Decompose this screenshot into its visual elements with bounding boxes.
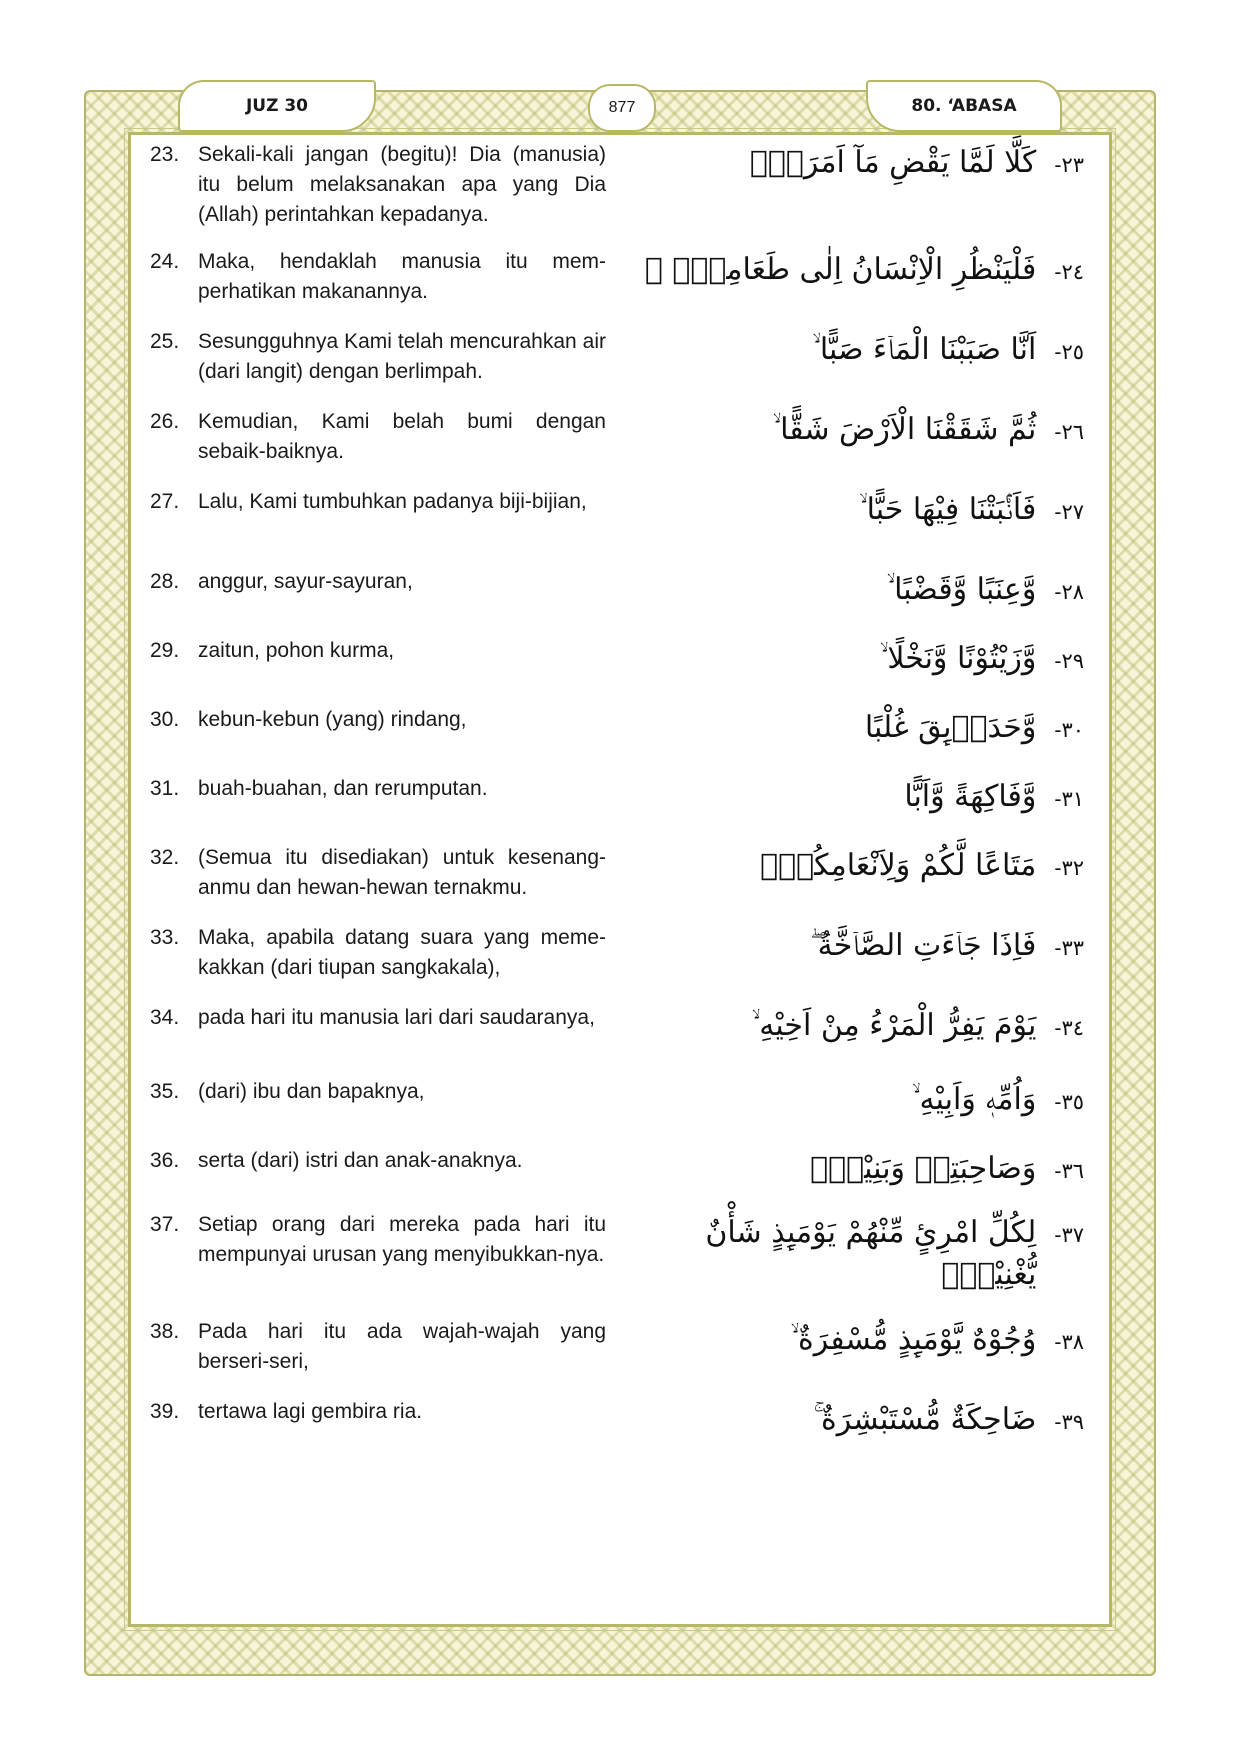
verse-arabic-number: ٣٣-	[1054, 936, 1084, 960]
verse-arabic	[644, 142, 1084, 184]
verse-arabic-number: ٣٦-	[1054, 1159, 1084, 1183]
verse-arabic-text: وَّحَدَاۤىِٕقَ غُلْبًا	[864, 710, 1037, 745]
verse-arabic	[644, 1079, 1084, 1121]
verse-translation-text: Sesungguhnya Kami telah mencurahkan air (dari langit) dengan berlimpah.	[198, 330, 606, 383]
verse-arabic-number: ٢٧-	[1054, 500, 1084, 524]
verse-arabic-number: ٣٨-	[1054, 1330, 1084, 1354]
verse-arabic-text: لِكُلِّ امْرِئٍ مِّنْهُمْ يَوْمَىِٕذٍ شَأْنٌ يُّغْنِيْهِۗ	[705, 1215, 1037, 1292]
verse-number: 31.	[150, 777, 180, 800]
verse-translation	[150, 567, 606, 597]
verse-translation-text: (Semua itu disediakan) untuk kesenang-anmu dan hewan-hewan ternakmu.	[198, 846, 606, 899]
verse-translation	[150, 487, 606, 517]
verse-translation-text: buah-buahan, dan rerumputan.	[198, 777, 488, 800]
verse-arabic-text: فَاَنْۢبَتْنَا فِيْهَا حَبًّا ۙ	[859, 492, 1037, 527]
verse-arabic-text: وَّعِنَبًا وَّقَضْبًا ۙ	[886, 572, 1037, 607]
verse-arabic	[644, 409, 1084, 451]
verse-translation-text: Sekali-kali jangan (begitu)! Dia (manusia) itu belum melaksanakan apa yang Dia (Allah) perintahkan kepadanya.	[198, 143, 606, 226]
verse-arabic	[644, 1319, 1084, 1361]
verse-arabic	[644, 1399, 1084, 1441]
verse-arabic	[644, 489, 1084, 531]
verse-translation	[150, 636, 606, 666]
verse-arabic	[644, 845, 1084, 887]
verse-number: 33.	[150, 926, 180, 949]
verse-arabic-text: وُجُوْهٌ يَّوْمَىِٕذٍ مُّسْفِرَةٌ ۙ	[790, 1322, 1037, 1357]
verse-translation	[150, 705, 606, 735]
verse-arabic-number: ٣٠-	[1054, 718, 1084, 742]
verse-number: 27.	[150, 490, 180, 513]
juz-label: JUZ 30	[178, 80, 376, 132]
verse-number: 26.	[150, 410, 180, 433]
verse-translation-text: serta (dari) istri dan anak-anaknya.	[198, 1149, 523, 1172]
verse-arabic-number: ٢٦-	[1054, 420, 1084, 444]
verse-number: 30.	[150, 708, 180, 731]
verse-arabic	[644, 329, 1084, 371]
verse-translation-text: pada hari itu manusia lari dari saudaranya,	[198, 1006, 595, 1029]
verse-number: 35.	[150, 1080, 180, 1103]
verse-arabic-text: ضَاحِكَةٌ مُّسْتَبْشِرَةٌ ۚ	[813, 1402, 1037, 1437]
verse-translation-text: Setiap orang dari mereka pada hari itu mempunyai urusan yang menyibukkan-nya.	[198, 1213, 606, 1266]
verse-translation	[150, 1397, 606, 1427]
verse-arabic-text: يَوْمَ يَفِرُّ الْمَرْءُ مِنْ اَخِيْهِ ۙ	[751, 1008, 1037, 1043]
page-number: 877	[588, 84, 656, 132]
verse-arabic	[644, 925, 1084, 967]
verse-arabic	[644, 569, 1084, 611]
verse-arabic-number: ٢٣-	[1054, 153, 1084, 177]
verse-translation	[150, 1317, 606, 1377]
verse-number: 23.	[150, 143, 180, 166]
verse-number: 24.	[150, 250, 180, 273]
verse-number: 28.	[150, 570, 180, 593]
verse-arabic	[644, 1212, 1084, 1296]
verse-arabic	[644, 707, 1084, 749]
verse-translation	[150, 843, 606, 903]
verse-translation-text: Maka, apabila datang suara yang meme-kakkan (dari tiupan sangkakala),	[198, 926, 606, 979]
verse-translation-text: Maka, hendaklah manusia itu mem-perhatikan makanannya.	[198, 250, 606, 303]
verse-translation-text: Pada hari itu ada wajah-wajah yang berseri-seri,	[198, 1320, 606, 1373]
verse-arabic-number: ٣٢-	[1054, 856, 1084, 880]
verse-translation	[150, 923, 606, 983]
verse-number: 39.	[150, 1400, 180, 1423]
verse-translation-text: Kemudian, Kami belah bumi dengan sebaik-baiknya.	[198, 410, 606, 463]
verse-arabic-text: وَّفَاكِهَةً وَّاَبًّا	[904, 779, 1037, 814]
verse-arabic	[644, 1005, 1084, 1047]
verse-number: 34.	[150, 1006, 180, 1029]
verse-arabic	[644, 1148, 1084, 1190]
verse-translation	[150, 140, 606, 230]
verse-number: 36.	[150, 1149, 180, 1172]
verse-arabic-number: ٣٧-	[1054, 1223, 1084, 1247]
verse-translation	[150, 1210, 606, 1270]
surah-label: 80. ‘ABASA	[866, 80, 1062, 132]
verse-number: 32.	[150, 846, 180, 869]
verse-arabic-text: وَّزَيْتُوْنًا وَّنَخْلًا ۙ	[879, 641, 1037, 676]
verse-arabic-text: ثُمَّ شَقَقْنَا الْاَرْضَ شَقًّا ۙ	[772, 412, 1037, 447]
verse-number: 38.	[150, 1320, 180, 1343]
verse-arabic-number: ٣٤-	[1054, 1016, 1084, 1040]
verse-translation-text: (dari) ibu dan bapaknya,	[198, 1080, 425, 1103]
verse-arabic	[644, 249, 1084, 291]
verse-arabic-text: اَنَّا صَبَبْنَا الْمَاۤءَ صَبًّا ۙ	[812, 332, 1037, 367]
verse-arabic-text: مَتَاعًا لَّكُمْ وَلِاَنْعَامِكُمْۗ	[760, 848, 1037, 883]
verse-number: 37.	[150, 1213, 180, 1236]
verse-arabic-text: كَلَّا لَمَّا يَقْضِ مَآ اَمَرَهٗۗ	[749, 145, 1037, 180]
verse-translation-text: zaitun, pohon kurma,	[198, 639, 395, 662]
verse-translation-text: tertawa lagi gembira ria.	[198, 1400, 423, 1423]
verse-arabic-number: ٢٤-	[1054, 260, 1084, 284]
verse-translation	[150, 1077, 606, 1107]
verse-translation	[150, 1146, 606, 1176]
verse-number: 25.	[150, 330, 180, 353]
verse-arabic	[644, 638, 1084, 680]
verse-arabic-number: ٣٩-	[1054, 1410, 1084, 1434]
verse-translation-text: Lalu, Kami tumbuhkan padanya biji-bijian,	[198, 490, 587, 513]
verse-arabic-number: ٢٩-	[1054, 649, 1084, 673]
verse-arabic-text: وَصَاحِبَتِهٖ وَبَنِيْهِۗ	[810, 1151, 1037, 1186]
verse-arabic-number: ٢٥-	[1054, 340, 1084, 364]
verse-arabic-text: فَلْيَنْظُرِ الْاِنْسَانُ اِلٰى طَعَامِهٖٓ ۙ	[644, 252, 1037, 287]
verse-arabic-number: ٣٥-	[1054, 1090, 1084, 1114]
verse-translation	[150, 1003, 606, 1033]
verse-translation	[150, 407, 606, 467]
verse-arabic-number: ٣١-	[1054, 787, 1084, 811]
verse-arabic-text: وَاُمِّهٖ وَاَبِيْهِ ۙ	[912, 1082, 1037, 1117]
verse-translation-text: kebun-kebun (yang) rindang,	[198, 708, 467, 731]
verse-arabic-text: فَاِذَا جَاۤءَتِ الصَّاۤخَّةُ ۖ	[810, 928, 1037, 963]
verse-number: 29.	[150, 639, 180, 662]
verse-translation	[150, 247, 606, 307]
verse-arabic	[644, 776, 1084, 818]
verse-translation	[150, 327, 606, 387]
verse-translation	[150, 774, 606, 804]
verse-arabic-number: ٢٨-	[1054, 580, 1084, 604]
verse-translation-text: anggur, sayur-sayuran,	[198, 570, 413, 593]
